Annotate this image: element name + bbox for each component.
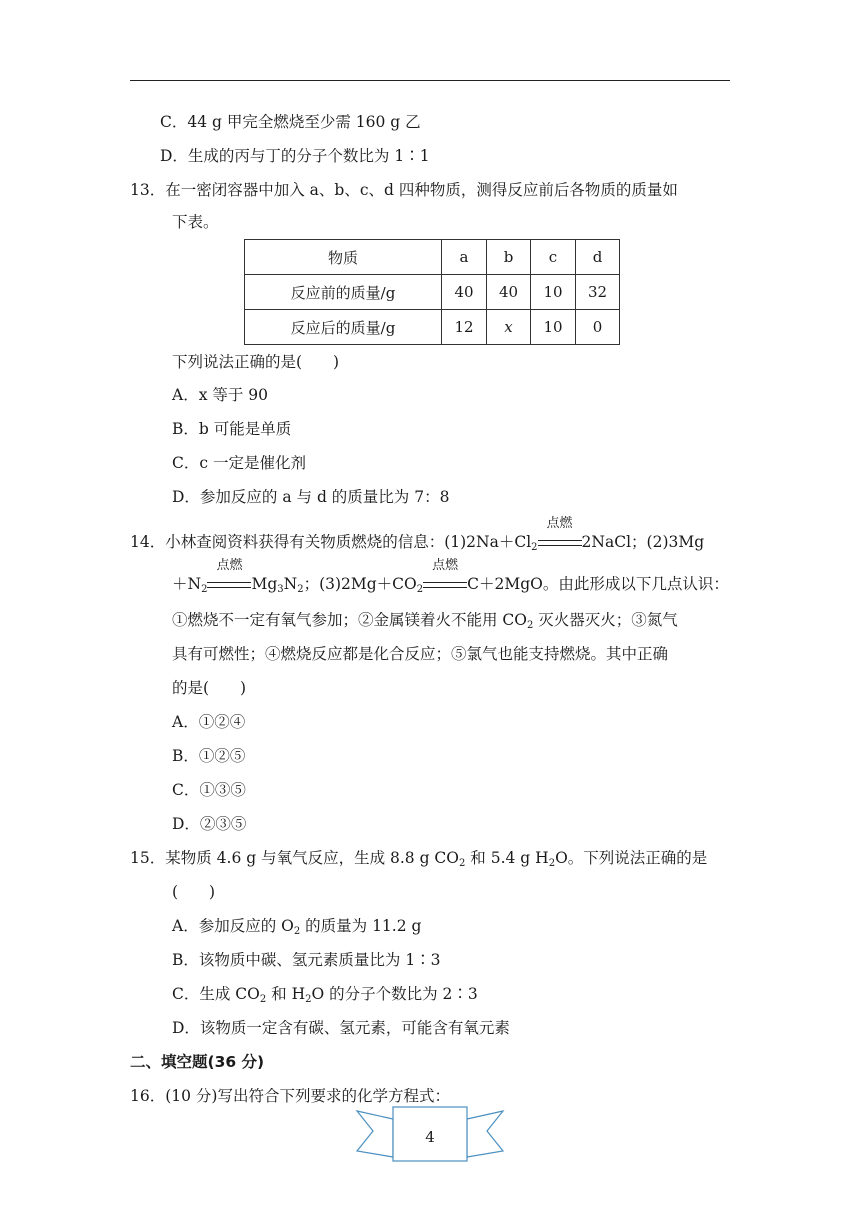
condition-label: 点燃 [432,558,459,573]
q14-line-5: 的是( ) [172,679,247,697]
q15-text: O 的分子个数比为 2∶3 [311,985,478,1003]
table-cell: c [531,240,576,275]
equals-bars [538,540,582,546]
q15-text: 和 H [266,985,306,1003]
equals-bars [423,582,467,588]
q14-text: 14．小林查阅资料获得有关物质燃烧的信息：(1)2Na＋Cl [130,533,532,551]
q15-line-2: ( ) [172,883,216,901]
subscript: 2 [297,584,304,595]
q14-text: ＋N [172,575,202,593]
subscript: 2 [548,858,556,869]
q12-option-c: C．44 g 甲完全燃烧至少需 160 g 乙 [160,113,421,131]
page-number: 4 [425,1128,435,1146]
table-cell: 40 [442,275,487,310]
table-cell: 40 [487,275,531,310]
q14-option-c: C．①③⑤ [172,781,246,799]
table-cell: 12 [442,310,487,345]
q15-option-c [172,984,478,1004]
reaction-arrow [207,558,251,594]
table-cell: a [442,240,487,275]
mass-table [244,239,620,345]
subscript: 2 [293,926,301,937]
header-rule [130,80,730,81]
q16-stem: 16．(10 分)写出符合下列要求的化学方程式： [130,1087,450,1105]
q13-option-b: B．b 可能是单质 [172,420,292,438]
variable-x: x [504,318,513,336]
subscript: 2 [201,584,208,595]
q14-text: ①燃烧不一定有氧气参加；②金属镁着火不能用 CO [172,611,527,629]
table-cell: 物质 [245,240,442,275]
q13-question: 下列说法正确的是( ) [172,353,340,371]
q13-stem: 13．在一密闭容器中加入 a、b、c、d 四种物质，测得反应前后各物质的质量如 [130,181,678,199]
table-cell: b [487,240,531,275]
table-row [245,310,620,345]
q14-option-a: A．①②④ [172,713,246,731]
table-cell-x [487,310,531,345]
q15-text: 15．某物质 4.6 g 与氧气反应，生成 8.8 g CO [130,849,459,867]
q14-line-2 [172,558,729,595]
q15-text: 的质量为 11.2 g [300,917,422,935]
table-cell: d [576,240,620,275]
reaction-arrow [538,516,582,552]
q14-text: C＋2MgO。由此形成以下几点认识： [467,575,729,593]
q15-text: O。下列说法正确的是 [555,849,708,867]
q13-stem-cont: 下表。 [172,213,219,231]
q14-text: N [283,575,298,593]
subscript: 2 [259,994,267,1005]
table-cell: 反应前的质量/g [245,275,442,310]
condition-label: 点燃 [216,558,243,573]
table-cell: 0 [576,310,620,345]
q15-text: A．参加反应的 O [172,917,294,935]
table-row [245,275,620,310]
q14-line-3 [172,610,678,630]
condition-label: 点燃 [546,516,573,531]
q15-text: 和 5.4 g H [465,849,549,867]
subscript: 3 [277,584,284,595]
q13-option-a: A．x 等于 90 [172,386,269,404]
table-cell: 10 [531,310,576,345]
q14-text: 2NaCl；(2)3Mg [581,533,705,551]
subscript: 2 [531,542,538,553]
subscript: 2 [527,620,534,631]
section-heading: 二、填空题(36 分) [130,1053,265,1071]
q15-option-a [172,916,421,936]
q13-option-c: C．c 一定是催化剂 [172,454,306,472]
q15-option-b: B．该物质中碳、氢元素质量比为 1∶3 [172,951,441,969]
table-cell: 10 [531,275,576,310]
q15-line-1 [130,848,707,868]
q14-line-1 [130,516,705,553]
q13-option-d: D．参加反应的 a 与 d 的质量比为 7：8 [172,488,450,506]
table-cell: 32 [576,275,620,310]
q15-text: C．生成 CO [172,985,260,1003]
q14-text: 灭火器灭火；③氮气 [533,611,678,629]
q15-option-d: D．该物质一定含有碳、氢元素，可能含有氧元素 [172,1019,510,1037]
equals-bars [207,582,251,588]
q14-option-b: B．①②⑤ [172,747,246,765]
reaction-arrow [423,558,467,594]
q14-text: ；(3)2Mg＋CO [303,575,417,593]
q14-option-d: D．②③⑤ [172,815,247,833]
table-header-row [245,240,620,275]
subscript: 2 [416,584,424,595]
q12-option-d: D．生成的丙与丁的分子个数比为 1∶1 [160,147,430,165]
subscript: 2 [459,858,466,869]
q14-line-4: 具有可燃性；④燃烧反应都是化合反应；⑤氯气也能支持燃烧。其中正确 [172,645,669,663]
q14-text: Mg [251,575,278,593]
table-cell: 反应后的质量/g [245,310,442,345]
subscript: 2 [305,994,312,1005]
